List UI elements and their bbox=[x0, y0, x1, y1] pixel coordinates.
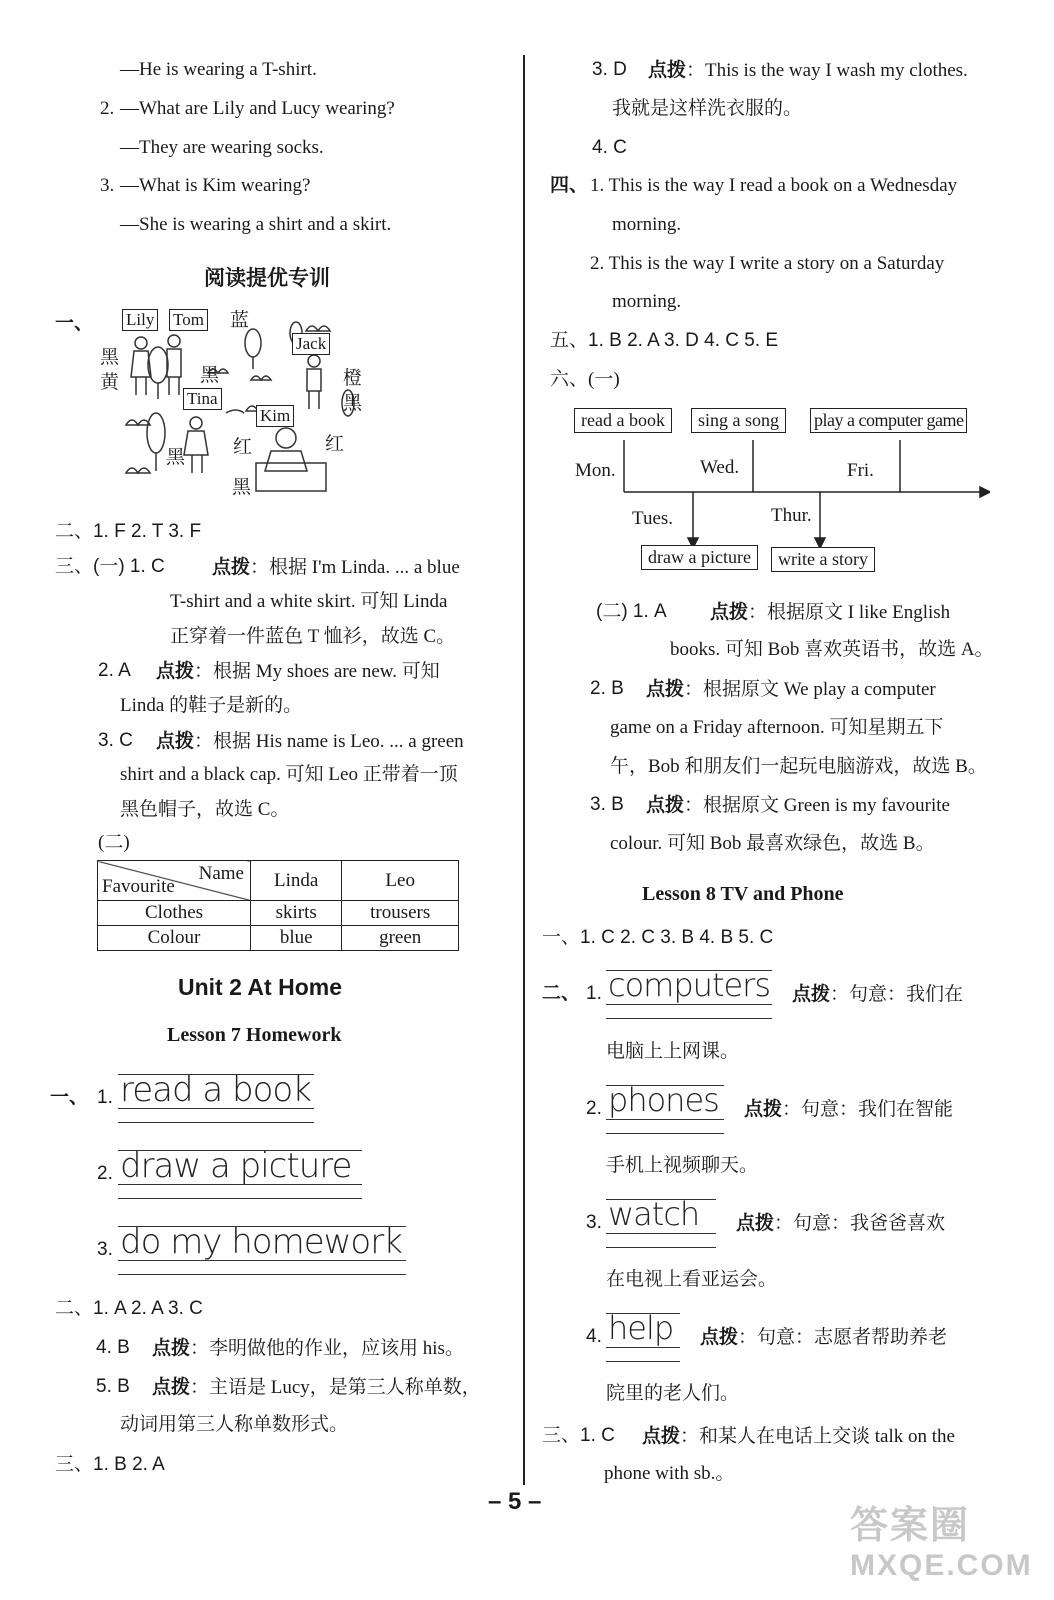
answer-line: morning. bbox=[612, 214, 682, 235]
question-number: 三、(一) 1. C bbox=[55, 556, 165, 577]
label-jack: Jack bbox=[292, 333, 330, 355]
corner-top: Name bbox=[198, 863, 244, 884]
tip-label: 点拨 bbox=[156, 730, 195, 752]
answer-line: 4. C bbox=[592, 137, 627, 158]
question-number: 四、 bbox=[550, 175, 589, 196]
explanation: phone with sb.。 bbox=[604, 1463, 735, 1484]
explanation: 黑色帽子，故选 C。 bbox=[120, 799, 290, 820]
explanation: ：句意：志愿者帮助养老 bbox=[738, 1327, 948, 1348]
label-tina: Tina bbox=[183, 388, 222, 410]
item-number: 3. C bbox=[98, 730, 133, 751]
explanation: ：主语是 Lucy，是第三人称单数， bbox=[190, 1377, 481, 1398]
day-label: Mon. bbox=[575, 460, 616, 481]
item-number: 1. bbox=[586, 983, 602, 1004]
tip-label: 点拨 bbox=[736, 1212, 775, 1234]
handwritten-answer: read a book bbox=[120, 1070, 311, 1110]
column-divider bbox=[523, 55, 525, 1485]
explanation: shirt and a black cap. 可知 Leo 正带着一顶 bbox=[120, 764, 458, 785]
item-number: 3. bbox=[97, 1239, 113, 1260]
color-mark: 黑 bbox=[343, 393, 363, 414]
watermark-text bbox=[850, 1506, 1033, 1586]
table-header: Linda bbox=[251, 861, 342, 901]
color-mark: 橙 bbox=[343, 368, 363, 389]
color-mark: 蓝 bbox=[230, 310, 250, 331]
answer-line: —What are Lily and Lucy wearing? bbox=[120, 98, 395, 119]
item-number: 2. A bbox=[98, 660, 131, 681]
table-cell: green bbox=[342, 926, 459, 951]
explanation: ：句意：我们在智能 bbox=[782, 1099, 954, 1120]
answer-line: 2. This is the way I write a story on a Saturday bbox=[590, 253, 945, 274]
label-tom: Tom bbox=[169, 309, 208, 331]
item-number: 3. D bbox=[592, 59, 627, 80]
table-cell: skirts bbox=[251, 901, 342, 926]
tip-label: 点拨 bbox=[642, 1425, 681, 1447]
answer-line: —She is wearing a shirt and a skirt. bbox=[120, 214, 392, 235]
item-number: 3. bbox=[100, 175, 115, 196]
tip-label: 点拨 bbox=[156, 660, 195, 682]
explanation: 电脑上上网课。 bbox=[606, 1041, 740, 1062]
handwriting-line bbox=[118, 1142, 362, 1202]
item-number: 5. B bbox=[96, 1376, 130, 1397]
reading-illustration bbox=[96, 303, 376, 503]
explanation: ：李明做他的作业，应该用 his。 bbox=[190, 1338, 464, 1359]
section-title: 阅读提优专训 bbox=[204, 266, 330, 290]
table-cell: trousers bbox=[342, 901, 459, 926]
question-number: 一、 bbox=[55, 313, 94, 334]
activity-box: sing a song bbox=[691, 408, 786, 433]
tip-label: 点拨 bbox=[700, 1326, 739, 1348]
item-number: 4. B bbox=[96, 1337, 130, 1358]
answer-line: morning. bbox=[612, 291, 682, 312]
item-number: 2. bbox=[100, 98, 115, 119]
explanation: game on a Friday afternoon. 可知星期五下 bbox=[610, 717, 944, 738]
page-number: – 5 – bbox=[488, 1488, 542, 1515]
watermark-line: MXQE.COM bbox=[850, 1549, 1033, 1582]
table-row-label: Clothes bbox=[98, 901, 251, 926]
answer-line: —What is Kim wearing? bbox=[120, 175, 311, 196]
question-number: 三、1. C bbox=[542, 1425, 615, 1446]
unit-title: Unit 2 At Home bbox=[178, 974, 342, 1000]
handwriting-line bbox=[118, 1066, 314, 1126]
day-label: Fri. bbox=[847, 460, 874, 481]
explanation: ：句意：我们在 bbox=[830, 984, 964, 1005]
item-number: 2. B bbox=[590, 678, 624, 699]
explanation: ：根据原文 Green is my favourite bbox=[684, 795, 950, 816]
answer-line: —He is wearing a T-shirt. bbox=[120, 59, 317, 80]
explanation: books. 可知 Bob 喜欢英语书，故选 A。 bbox=[670, 639, 994, 660]
handwritten-answer: do my homework bbox=[120, 1222, 402, 1262]
table-row-label: Colour bbox=[98, 926, 251, 951]
question-number: (二) 1. A bbox=[596, 601, 667, 622]
explanation: ：和某人在电话上交谈 talk on the bbox=[680, 1426, 955, 1447]
explanation: T-shirt and a white skirt. 可知 Linda bbox=[170, 591, 448, 612]
explanation: ：根据 I'm Linda. ... a blue bbox=[250, 557, 460, 578]
tip-label: 点拨 bbox=[744, 1098, 783, 1120]
label-lily: Lily bbox=[122, 309, 158, 331]
explanation: 午，Bob 和朋友们一起玩电脑游戏，故选 B。 bbox=[610, 756, 987, 777]
color-mark: 黑 bbox=[166, 447, 186, 468]
table-cell: blue bbox=[251, 926, 342, 951]
explanation: ：根据 His name is Leo. ... a green bbox=[194, 731, 464, 752]
tip-label: 点拨 bbox=[648, 59, 687, 81]
day-label: Wed. bbox=[700, 457, 740, 478]
answer-line: 一、1. C 2. C 3. B 4. B 5. C bbox=[542, 927, 774, 948]
color-mark: 红 bbox=[325, 434, 345, 455]
explanation: Linda 的鞋子是新的。 bbox=[120, 695, 303, 716]
handwriting-line bbox=[606, 1307, 680, 1365]
explanation: colour. 可知 Bob 最喜欢绿色，故选 B。 bbox=[610, 833, 935, 854]
handwriting-line bbox=[606, 1079, 724, 1137]
handwritten-answer: watch bbox=[608, 1195, 700, 1233]
question-number: 一、 bbox=[50, 1087, 89, 1108]
question-number: 六、(一) bbox=[550, 369, 620, 390]
explanation: 院里的老人们。 bbox=[606, 1383, 740, 1404]
color-mark: 黑 bbox=[200, 365, 220, 386]
answer-line: 二、1. A 2. A 3. C bbox=[55, 1298, 203, 1319]
handwriting-line bbox=[118, 1218, 406, 1278]
tip-label: 点拨 bbox=[212, 556, 251, 578]
explanation: ：根据原文 We play a computer bbox=[684, 679, 936, 700]
activity-box: play a computer game bbox=[810, 408, 967, 433]
answer-line: 二、1. F 2. T 3. F bbox=[55, 521, 202, 542]
tip-label: 点拨 bbox=[152, 1337, 191, 1359]
tip-label: 点拨 bbox=[710, 601, 749, 623]
handwritten-answer: phones bbox=[608, 1081, 719, 1119]
item-number: 3. bbox=[586, 1212, 602, 1233]
handwriting-line bbox=[606, 1193, 716, 1251]
tip-label: 点拨 bbox=[646, 678, 685, 700]
explanation: ：This is the way I wash my clothes. bbox=[686, 60, 968, 81]
explanation: 手机上视频聊天。 bbox=[606, 1155, 759, 1176]
item-number: 3. B bbox=[590, 794, 624, 815]
handwriting-line bbox=[606, 964, 772, 1022]
watermark-logo bbox=[850, 1506, 1033, 1586]
explanation: ：根据原文 I like English bbox=[748, 602, 951, 623]
table-header: Leo bbox=[342, 861, 459, 901]
day-label: Thur. bbox=[771, 505, 812, 526]
handwritten-answer: computers bbox=[608, 966, 770, 1004]
sub-part: (二) bbox=[98, 832, 130, 853]
tip-label: 点拨 bbox=[152, 1376, 191, 1398]
handwritten-answer: help bbox=[608, 1309, 674, 1347]
activity-box: write a story bbox=[771, 547, 875, 572]
question-number: 二、 bbox=[542, 983, 581, 1004]
item-number: 1. bbox=[97, 1087, 113, 1108]
tip-label: 点拨 bbox=[646, 794, 685, 816]
color-mark: 黑 bbox=[100, 347, 120, 368]
answer-line: —They are wearing socks. bbox=[120, 137, 324, 158]
activity-box: read a book bbox=[574, 408, 672, 433]
handwritten-answer: draw a picture bbox=[120, 1146, 352, 1186]
color-mark: 红 bbox=[233, 437, 253, 458]
answer-line: 1. This is the way I read a book on a Wednesday bbox=[590, 175, 958, 196]
answer-line: 五、1. B 2. A 3. D 4. C 5. E bbox=[550, 330, 779, 351]
item-number: 2. bbox=[97, 1163, 113, 1184]
lesson-title: Lesson 7 Homework bbox=[167, 1024, 342, 1046]
explanation: 我就是这样洗衣服的。 bbox=[612, 98, 803, 119]
explanation: 正穿着一件蓝色 T 恤衫，故选 C。 bbox=[170, 626, 456, 647]
tip-label: 点拨 bbox=[792, 983, 831, 1005]
watermark-line: 答案圈 bbox=[850, 1505, 971, 1547]
activity-box: draw a picture bbox=[641, 545, 758, 570]
lesson-title: Lesson 8 TV and Phone bbox=[642, 883, 844, 905]
explanation: 动词用第三人称单数形式。 bbox=[120, 1414, 349, 1435]
item-number: 2. bbox=[586, 1098, 602, 1119]
label-kim: Kim bbox=[256, 405, 294, 427]
explanation: ：句意：我爸爸喜欢 bbox=[774, 1213, 946, 1234]
explanation: ：根据 My shoes are new. 可知 bbox=[194, 661, 440, 682]
corner-bottom: Favourite bbox=[102, 876, 175, 897]
favourite-table bbox=[97, 860, 459, 951]
table-corner bbox=[98, 861, 251, 901]
color-mark: 黑 bbox=[232, 477, 252, 498]
day-label: Tues. bbox=[632, 508, 674, 529]
item-number: 4. bbox=[586, 1326, 602, 1347]
answer-line: 三、1. B 2. A bbox=[55, 1454, 165, 1475]
explanation: 在电视上看亚运会。 bbox=[606, 1269, 778, 1290]
color-mark: 黄 bbox=[100, 372, 120, 393]
